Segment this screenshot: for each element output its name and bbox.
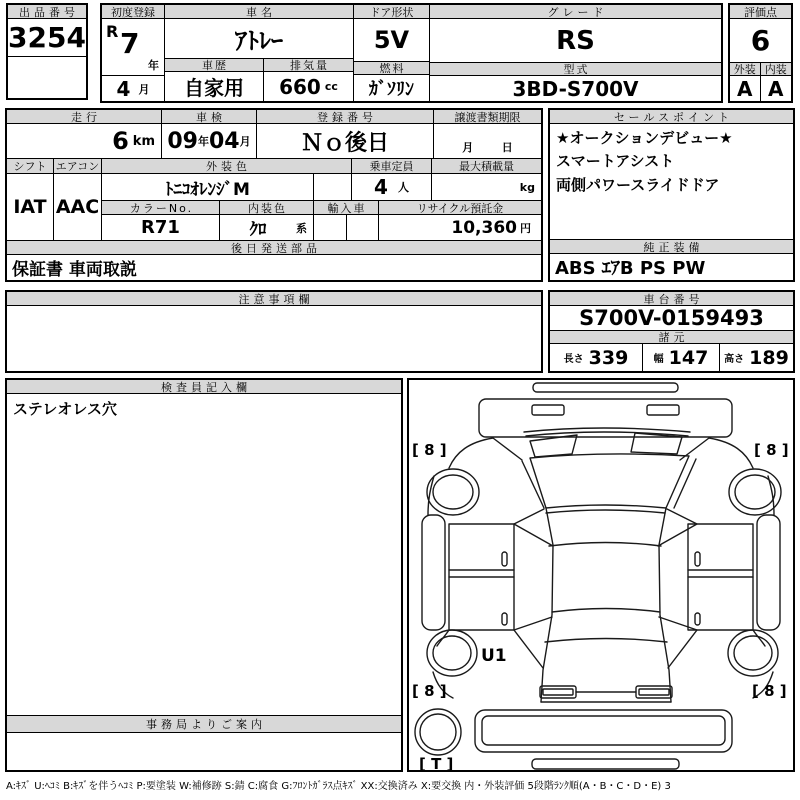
inspection-month-unit: 月 xyxy=(239,135,251,148)
spec-length-cell xyxy=(550,344,643,371)
specs-label: 諸元 xyxy=(550,331,793,344)
sales-point-content xyxy=(550,124,793,240)
interior-color-suffix: 系 xyxy=(296,221,307,235)
interior-color-label: 内装色 xyxy=(220,201,314,215)
sales-point-label: セールスポイント xyxy=(550,110,793,124)
taillight-left xyxy=(540,686,576,698)
rocker-right xyxy=(757,515,780,630)
inspection-year-unit: 年 xyxy=(198,135,209,148)
aircon-label: エアコン xyxy=(55,160,100,173)
first-registration-month-cell xyxy=(102,76,164,101)
front-light-left xyxy=(532,405,564,415)
era-value: R xyxy=(106,22,119,41)
door-shape-label: ドア形状 xyxy=(354,5,429,19)
displacement-label: 排気量 xyxy=(264,59,353,71)
inspection-month: 04 xyxy=(209,128,240,154)
lot-number-value: 3254 xyxy=(8,19,86,57)
recycle-deposit-value: 10,360 xyxy=(451,217,517,238)
spec-width-label: 幅 xyxy=(653,354,664,365)
mark-spare-tire: [ T ] xyxy=(419,755,454,770)
aircon-value: AAC xyxy=(55,196,100,218)
fender-front-right xyxy=(709,438,753,468)
first-registration-year-cell xyxy=(102,19,164,76)
transfer-deadline-cell xyxy=(434,124,541,159)
recycle-deposit-label: リサイクル預託金 xyxy=(379,201,541,215)
mileage-cell xyxy=(7,124,162,159)
sales-point-line-2: スマートアシスト xyxy=(556,152,675,171)
color-no-label: カラーNo. xyxy=(102,201,220,215)
fuel-label: 燃料 xyxy=(354,62,429,75)
fold-fender-right xyxy=(680,438,709,460)
wheel-front-left-outer xyxy=(427,469,479,515)
recycle-deposit-cell xyxy=(379,215,541,240)
car-name-label: 車名 xyxy=(165,5,353,19)
fuel-value: ｶﾞｿﾘﾝ xyxy=(369,79,414,100)
windshield-bottom-line xyxy=(546,510,665,513)
spec-height-label: 高さ xyxy=(724,354,745,365)
import-car-label: 輸入車 xyxy=(314,201,379,215)
door-handle-left-front xyxy=(502,552,507,566)
wheel-rear-left-inner xyxy=(433,636,471,670)
spec-width-cell xyxy=(643,344,720,371)
max-load-unit: kg xyxy=(519,180,535,194)
reg-year-unit: 年 xyxy=(148,59,159,72)
inspector-label: 検査員記入欄 xyxy=(7,380,401,394)
rocker-left xyxy=(422,515,445,630)
mark-front-left: [ 8 ] xyxy=(412,441,447,459)
reg-month-unit: 月 xyxy=(138,82,150,96)
windshield xyxy=(530,454,689,508)
lot-number-empty-cell xyxy=(8,57,86,98)
spare-tire-inner xyxy=(420,714,456,750)
inspection-label: 車検 xyxy=(162,110,257,124)
interior-score-value: A xyxy=(768,76,784,101)
car-diagram-box xyxy=(407,378,795,772)
wheel-rear-left-outer xyxy=(427,630,477,676)
door-handle-right-rear xyxy=(695,613,700,625)
vehicle-detail-table xyxy=(5,108,543,282)
mark-front-right: [ 8 ] xyxy=(754,441,789,459)
displacement-value: 660 xyxy=(279,74,321,99)
fender-front-left xyxy=(449,438,493,468)
wiper-right xyxy=(631,433,682,454)
body-cross-line-1 xyxy=(549,543,661,547)
spec-height-cell xyxy=(720,344,793,371)
wheel-rear-right-inner xyxy=(734,636,772,670)
door-handle-left-rear xyxy=(502,613,507,625)
registration-no-value: Ｎｏ後日 xyxy=(257,124,434,159)
transfer-deadline-label: 譲渡書類期限 xyxy=(434,110,541,124)
fold-fender-left xyxy=(493,438,522,460)
shift-label: シフト xyxy=(7,159,53,174)
wheel-front-right-outer xyxy=(729,469,781,515)
interior-score-label: 内装 xyxy=(761,63,792,75)
transfer-month-unit: 月 xyxy=(462,141,474,154)
mileage-value: 6 xyxy=(112,127,129,155)
sales-point-box xyxy=(548,108,795,282)
car-foldout-diagram xyxy=(409,380,793,770)
taillight-right xyxy=(636,686,672,698)
reg-year-value: 7 xyxy=(120,27,140,60)
vehicle-header-table xyxy=(100,3,723,103)
exterior-color-label: 外装色 xyxy=(102,159,352,174)
taillight-left-inner xyxy=(543,689,573,695)
history-label: 車歴 xyxy=(165,59,264,71)
inspection-cell xyxy=(162,124,257,159)
office-info-label: 事務局よりご案内 xyxy=(7,716,401,733)
wheel-front-right-inner xyxy=(735,475,775,509)
exterior-color-code-cell xyxy=(314,174,352,201)
mark-rear-left: [ 8 ] xyxy=(412,682,447,700)
front-panel xyxy=(479,399,732,437)
interior-color-cell xyxy=(220,215,314,240)
taillight-right-inner xyxy=(639,689,669,695)
notes-content xyxy=(7,306,541,371)
exterior-color-value: ﾄﾆｺｵﾚﾝｼﾞM xyxy=(102,174,314,201)
registration-no-label: 登録番号 xyxy=(257,110,434,124)
transfer-day-unit: 日 xyxy=(501,141,513,154)
model-code-label: 型式 xyxy=(430,63,721,76)
model-code-value: 3BD-S700V xyxy=(512,76,639,101)
fold-front-right xyxy=(658,509,697,546)
later-parts-label: 後日発送部品 xyxy=(7,241,541,255)
first-registration-label: 初度登録 xyxy=(102,5,164,19)
body-right-edge xyxy=(659,508,671,702)
chassis-value: S700V-0159493 xyxy=(550,306,793,331)
body-left-edge xyxy=(541,508,553,702)
score-box xyxy=(728,3,793,103)
rear-bottom-bar xyxy=(532,759,679,769)
chassis-box xyxy=(548,290,795,373)
inspection-year: 09 xyxy=(167,128,198,154)
recycle-deposit-unit: 円 xyxy=(520,221,531,235)
body-cross-line-3 xyxy=(545,639,667,643)
door-handle-right-front xyxy=(695,552,700,566)
max-load-label: 最大積載量 xyxy=(432,159,541,174)
score-label: 評価点 xyxy=(730,5,791,19)
lot-number-box xyxy=(6,3,88,100)
door-seam-left xyxy=(449,570,514,577)
capacity-label: 乗車定員 xyxy=(352,159,432,174)
import-car-cell-1 xyxy=(314,215,347,240)
genuine-equipment-value: ABS ｴｱB PS PW xyxy=(555,258,706,279)
reg-month-value: 4 xyxy=(116,76,131,101)
rear-bumper-inner xyxy=(482,716,725,745)
mark-rear-right: [ 8 ] xyxy=(752,682,787,700)
shift-value: IAT xyxy=(13,196,47,218)
capacity-unit: 人 xyxy=(397,181,409,194)
color-no-value: R71 xyxy=(102,215,220,240)
displacement-unit: cc xyxy=(324,80,338,93)
inspector-content: ステレオレス穴 xyxy=(7,394,401,716)
body-cross-line-2 xyxy=(552,609,660,613)
inspector-box xyxy=(5,378,403,772)
wheel-rear-right-outer xyxy=(728,630,778,676)
history-value: 自家用 xyxy=(165,72,264,101)
wiper-left xyxy=(530,435,577,457)
spec-length-value: 339 xyxy=(588,346,629,369)
grade-label: グレード xyxy=(430,5,721,19)
mileage-label: 走行 xyxy=(7,110,162,124)
capacity-cell xyxy=(352,174,432,201)
door-seam-right xyxy=(688,570,753,577)
capacity-value: 4 xyxy=(374,175,388,199)
spec-length-label: 長さ xyxy=(563,354,584,365)
office-info-content xyxy=(7,733,401,770)
front-top-bar xyxy=(533,383,678,392)
spec-height-value: 189 xyxy=(749,346,789,369)
score-value: 6 xyxy=(730,19,791,63)
sales-point-line-1: ★オークションデビュー★ xyxy=(556,129,733,147)
sales-point-line-3: 両側パワースライドドア xyxy=(556,175,720,194)
notes-label: 注意事項欄 xyxy=(7,292,541,306)
exterior-score-value: A xyxy=(730,76,761,101)
import-car-cell-2 xyxy=(347,215,379,240)
displacement-cell xyxy=(264,72,353,101)
spare-tire-outer xyxy=(415,709,461,755)
grade-value: RS xyxy=(430,19,721,63)
damage-code-legend: A:ｷｽﾞ U:ﾍｺﾐ B:ｷｽﾞを伴うﾍｺﾐ P:要塗装 W:補修跡 S:錆 C:腐食 G:ﾌﾛﾝﾄｶﾞﾗｽ点ｷｽﾞ XX:交換済み X:要交換 内・外装評価 5段階ﾗﾝｸ順(A・B・C・D・E) 3 xyxy=(6,781,671,792)
door-shape-value: 5V xyxy=(354,19,429,62)
front-light-right xyxy=(647,405,679,415)
wheel-front-left-inner xyxy=(433,475,473,509)
car-name-value: ｱﾄﾚｰ xyxy=(165,19,353,59)
mark-underbody: U1 xyxy=(481,646,507,666)
interior-color-value: ｸﾛ xyxy=(249,220,267,240)
exterior-score-label: 外装 xyxy=(730,63,761,75)
notes-box xyxy=(5,290,543,373)
max-load-cell xyxy=(432,174,541,201)
genuine-equipment-label: 純正装備 xyxy=(550,240,793,254)
spec-width-value: 147 xyxy=(668,346,709,369)
lot-number-label: 出品番号 xyxy=(8,5,86,19)
chassis-label: 車台番号 xyxy=(550,292,793,306)
later-parts-value: 保証書 車両取説 xyxy=(12,260,137,280)
mileage-unit: km xyxy=(132,133,155,149)
